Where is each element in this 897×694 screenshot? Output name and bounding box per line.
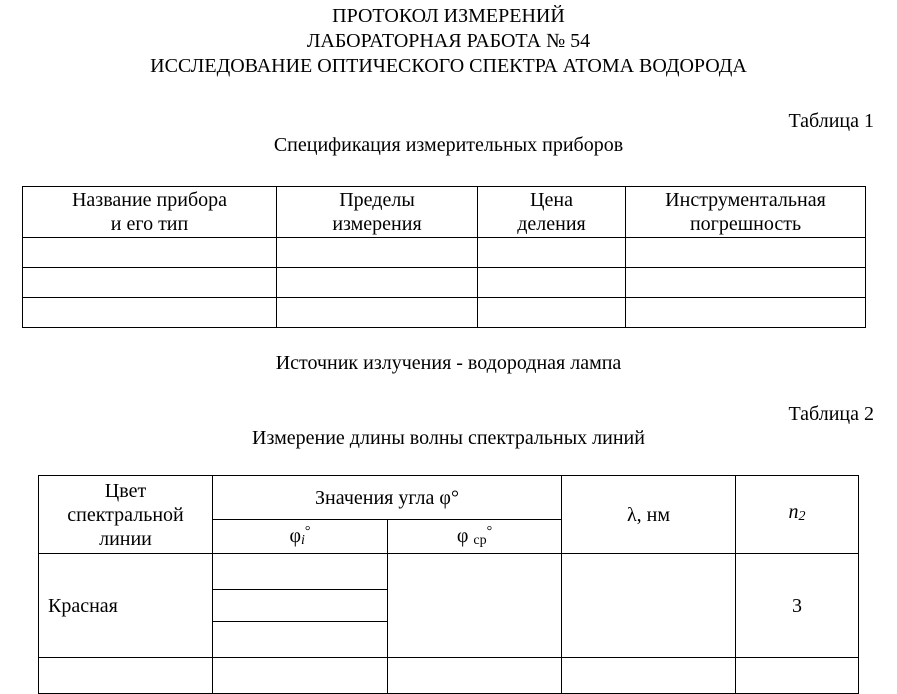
- table2-label: Таблица 2: [788, 403, 874, 425]
- table-cell: [23, 298, 277, 328]
- header-title-line-1: ПРОТОКОЛ ИЗМЕРЕНИЙ: [332, 5, 565, 27]
- phi-symbol: φ: [289, 525, 302, 547]
- table-cell: [736, 658, 859, 694]
- header-line: измерения: [332, 213, 422, 235]
- phi-avg-cell: [388, 554, 562, 658]
- header-line: Цвет: [104, 479, 147, 502]
- wavelength-cell: [562, 554, 736, 658]
- header-line: деления: [517, 213, 586, 235]
- phi-avg-subscript: ср: [473, 533, 487, 548]
- header-title-line-3: ИССЛЕДОВАНИЕ ОПТИЧЕСКОГО СПЕКТРА АТОМА ВОДОРОДА: [150, 55, 747, 77]
- table-cell: [478, 268, 626, 298]
- header-line: спектральной: [67, 503, 184, 526]
- table-row: [23, 298, 866, 328]
- instrument-spec-table: [22, 186, 866, 328]
- column-header-angle-values: Значения угла φ°: [213, 476, 562, 520]
- table-header-row: [23, 187, 866, 238]
- table-cell: [626, 268, 866, 298]
- header-line: линии: [99, 527, 152, 550]
- table-cell: [23, 268, 277, 298]
- phi-i-subscript: i: [301, 533, 305, 548]
- header-line: Инструментальная: [665, 189, 826, 211]
- column-header-phi-avg: [388, 520, 562, 554]
- phi-i-cell: [213, 622, 388, 658]
- column-header-instrument: [23, 187, 277, 238]
- table-cell: [277, 238, 478, 268]
- header-line: Пределы: [339, 189, 415, 211]
- column-header-n2: [736, 476, 859, 554]
- degree-symbol: °: [304, 524, 311, 539]
- n2-cell: 3: [736, 554, 859, 658]
- header-line: погрешность: [689, 213, 802, 235]
- header-line: и его тип: [110, 213, 189, 235]
- table-cell: [277, 268, 478, 298]
- table1-caption: Спецификация измерительных приборов: [273, 134, 624, 156]
- column-header-range: [277, 187, 478, 238]
- phi-i-cell: [213, 554, 388, 590]
- degree-symbol: °: [486, 524, 493, 539]
- table-row: [39, 554, 859, 590]
- table-cell: [478, 298, 626, 328]
- table-cell: [626, 238, 866, 268]
- column-header-phi-i: [213, 520, 388, 554]
- line-color-cell: Красная: [39, 554, 213, 658]
- phi-symbol: φ: [456, 525, 474, 547]
- table2-caption: Измерение длины волны спектральных линий: [252, 427, 645, 449]
- table-header-row: [39, 476, 859, 520]
- column-header-wavelength: λ, нм: [562, 476, 736, 554]
- wavelength-measurement-table: [38, 475, 859, 694]
- table-cell: [277, 298, 478, 328]
- column-header-error: [626, 187, 866, 238]
- column-header-line-color: [39, 476, 213, 554]
- n-symbol: n: [788, 501, 799, 523]
- table-cell: [478, 238, 626, 268]
- radiation-source-text: Источник излучения - водородная лампа: [275, 352, 622, 374]
- table-cell: [562, 658, 736, 694]
- table-row: [23, 238, 866, 268]
- table-cell: [23, 238, 277, 268]
- table-cell: [213, 658, 388, 694]
- header-line: Цена: [530, 189, 573, 211]
- table-cell: [39, 658, 213, 694]
- table-row: [39, 658, 859, 694]
- header-line: Название прибора: [71, 189, 228, 211]
- n-subscript: 2: [798, 509, 806, 524]
- table-cell: [388, 658, 562, 694]
- table1-label: Таблица 1: [788, 110, 874, 132]
- header-title-line-2: ЛАБОРАТОРНАЯ РАБОТА № 54: [306, 30, 591, 52]
- table-row: [23, 268, 866, 298]
- phi-i-cell: [213, 590, 388, 622]
- table-cell: [626, 298, 866, 328]
- column-header-division: [478, 187, 626, 238]
